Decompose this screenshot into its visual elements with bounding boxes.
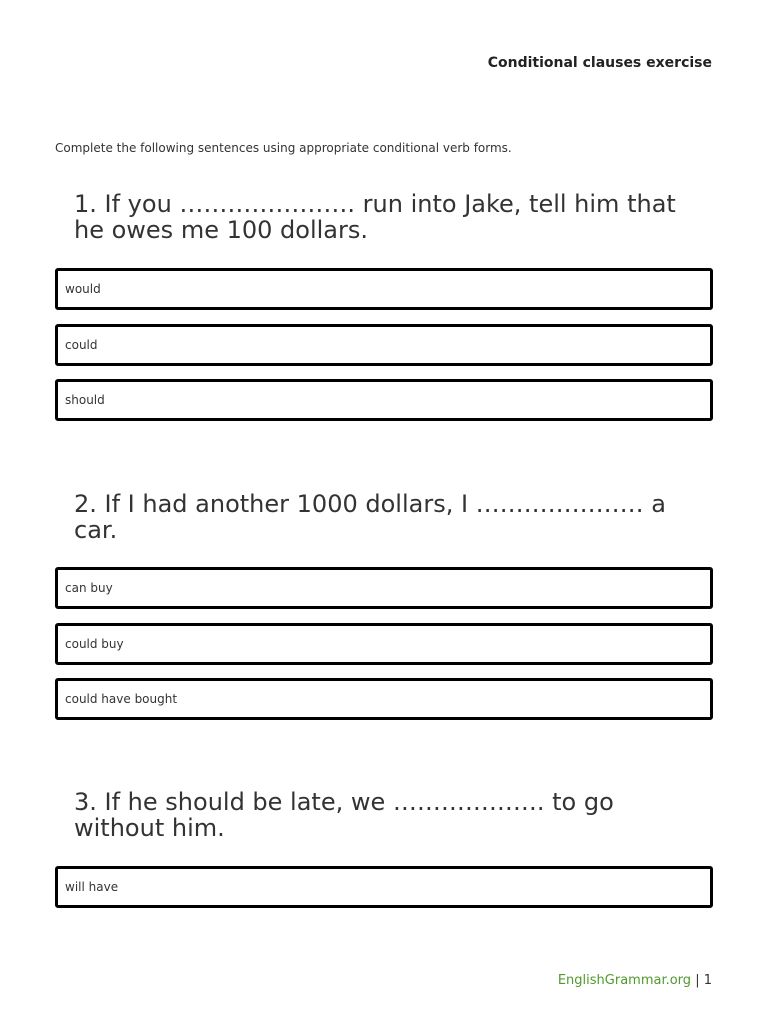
question-3: 3. If he should be late, we ………………. to go without him. bbox=[74, 788, 614, 842]
question-1: 1. If you …………………. run into Jake, tell him that he owes me 100 dollars. bbox=[74, 190, 676, 244]
page-title: Conditional clauses exercise bbox=[487, 55, 712, 71]
question-2: 2. If I had another 1000 dollars, I ………………… a car. bbox=[74, 490, 666, 544]
answer-option[interactable]: could buy bbox=[55, 623, 713, 665]
answer-option[interactable]: would bbox=[55, 268, 713, 310]
answer-option[interactable]: could bbox=[55, 324, 713, 366]
instructions-text: Complete the following sentences using appropriate conditional verb forms. bbox=[55, 141, 512, 155]
footer-separator: | bbox=[691, 973, 704, 988]
page-number: 1 bbox=[703, 973, 712, 988]
answer-option[interactable]: can buy bbox=[55, 567, 713, 609]
answer-option[interactable]: could have bought bbox=[55, 678, 713, 720]
footer-brand-link[interactable]: EnglishGrammar.org bbox=[557, 973, 692, 988]
answer-option[interactable]: should bbox=[55, 379, 713, 421]
footer bbox=[558, 973, 712, 988]
answer-option[interactable]: will have bbox=[55, 866, 713, 908]
